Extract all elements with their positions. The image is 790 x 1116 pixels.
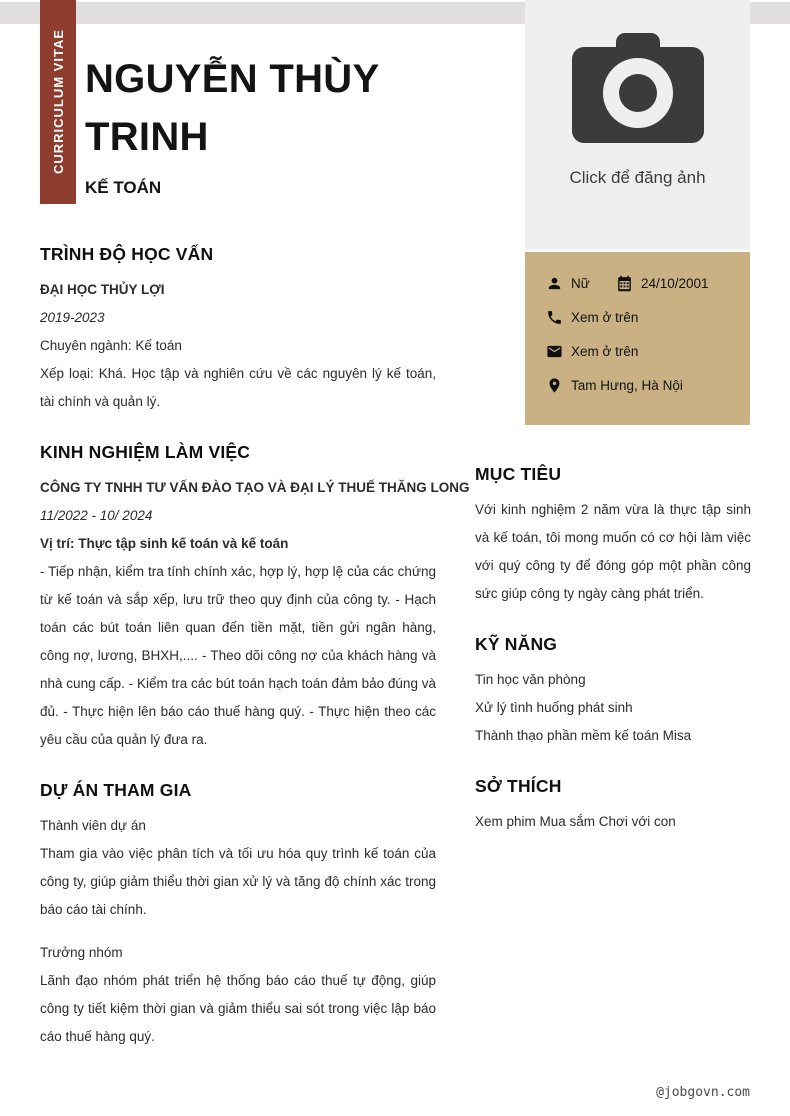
project-item — [40, 812, 436, 924]
job-title: KẾ TOÁN — [85, 178, 162, 197]
gender-pair — [546, 275, 616, 292]
birthdate-pair — [616, 275, 709, 292]
project-item — [40, 939, 436, 1051]
education-description: Xếp loại: Khá. Học tập và nghiên cứu về các nguyên lý kế toán, tài chính và quản lý. — [40, 366, 436, 409]
contact-row-email — [546, 334, 740, 368]
birthdate-value: 24/10/2001 — [641, 275, 709, 291]
curriculum-vitae-label: CURRICULUM VITAE — [50, 29, 66, 175]
right-column — [475, 462, 751, 836]
contact-row-gender-birthdate — [546, 266, 740, 300]
calendar-icon — [616, 275, 633, 292]
section-heading-experience: KINH NGHIỆM LÀM VIỆC — [40, 442, 251, 462]
location-pin-icon — [546, 377, 563, 394]
gender-value: Nữ — [571, 275, 590, 291]
contact-info-box — [525, 252, 750, 425]
contact-row-address — [546, 368, 740, 402]
curriculum-vitae-tab — [40, 0, 76, 204]
experience-company: CÔNG TY TNHH TƯ VẤN ĐÀO TẠO VÀ ĐẠI LÝ THUẾ THĂNG LONG — [40, 480, 470, 495]
phone-icon — [546, 309, 563, 326]
left-column — [40, 242, 470, 1051]
skill-item: Tin học văn phòng — [475, 672, 586, 687]
phone-value: Xem ở trên — [571, 309, 639, 325]
section-heading-education: TRÌNH ĐỘ HỌC VẤN — [40, 244, 214, 264]
candidate-name: NGUYỄN THÙY TRINH — [85, 57, 379, 159]
project-role: Thành viên dự án — [40, 818, 146, 833]
skill-item: Thành thạo phần mềm kế toán Misa — [475, 728, 692, 743]
education-school: ĐẠI HỌC THỦY LỢI — [40, 282, 165, 297]
email-icon — [546, 343, 563, 360]
photo-upload-caption: Click để đăng ảnh — [569, 168, 706, 187]
experience-period: 11/2022 - 10/ 2024 — [40, 508, 153, 523]
education-major: Chuyên ngành: Kế toán — [40, 338, 182, 353]
experience-description: - Tiếp nhận, kiểm tra tính chính xác, hợp lý, hợp lệ của các chứng từ kế toán và sắp xếp, lưu trữ theo quy định của công ty. - Hạch toán các bút toán liên quan đến tiền mặt, tiền gửi ngân hàng, công nợ, lương, BHXH,.... - Theo dõi công nợ của khách hàng và nhà cung cấp. - Kiểm tra các bút toán hạch toán đảm bảo đúng và đủ. - Thực hiện lên báo cáo thuế hàng quý. - Thực hiện theo các yêu cầu của quản lý đưa ra. — [40, 564, 436, 747]
project-role: Trưởng nhóm — [40, 945, 123, 960]
address-value: Tam Hưng, Hà Nội — [571, 377, 683, 393]
project-description: Lãnh đạo nhóm phát triển hệ thống báo cáo thuế tự động, giúp công ty tiết kiệm thời gian và giảm thiểu sai sót trong việc lập báo cáo thuế hàng quý. — [40, 973, 436, 1044]
photo-upload-placeholder[interactable] — [525, 0, 750, 250]
section-heading-skills: KỸ NĂNG — [475, 634, 558, 654]
person-icon — [546, 275, 563, 292]
experience-position: Vị trí: Thực tập sinh kế toán và kế toán — [40, 536, 289, 551]
skill-item: Xử lý tình huống phát sinh — [475, 700, 633, 715]
project-description: Tham gia vào việc phân tích và tối ưu hóa quy trình kế toán của công ty, giúp giảm thiểu thời gian xử lý và tăng độ chính xác trong báo cáo tài chính. — [40, 846, 436, 917]
email-value: Xem ở trên — [571, 343, 639, 359]
contact-row-phone — [546, 300, 740, 334]
objective-description: Với kinh nghiệm 2 năm vừa là thực tập sinh và kế toán, tôi mong muốn có cơ hội làm việc với quý công ty để đóng góp một phần công sức giúp công ty ngày càng phát triển. — [475, 502, 751, 601]
camera-icon — [572, 33, 704, 143]
name-block — [85, 50, 455, 198]
watermark: @jobgovn.com — [656, 1085, 750, 1100]
section-heading-hobbies: SỞ THÍCH — [475, 776, 562, 796]
hobbies-description: Xem phim Mua sắm Chơi với con — [475, 814, 676, 829]
section-heading-projects: DỰ ÁN THAM GIA — [40, 780, 192, 800]
education-period: 2019-2023 — [40, 310, 105, 325]
section-heading-objective: MỤC TIÊU — [475, 464, 562, 484]
